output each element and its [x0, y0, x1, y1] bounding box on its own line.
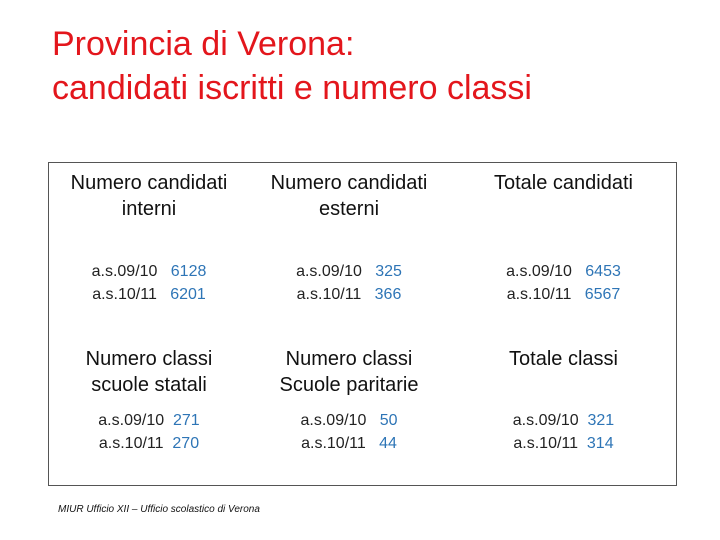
header-classi-paritarie: Numero classi Scuole paritarie — [279, 348, 419, 396]
table-row: a.s.10/11 6201 — [92, 286, 206, 303]
table-row: a.s.09/10 50 — [300, 412, 398, 429]
header-totale-classi: Totale classi — [509, 348, 618, 370]
header-candidati-interni: Numero candidati interni — [70, 172, 228, 220]
table-row: a.s.09/10 271 — [98, 412, 200, 429]
table-row: a.s.09/10 6128 — [91, 263, 207, 280]
totale-candidati-values — [449, 260, 678, 306]
data-table — [48, 162, 677, 486]
candidati-interni-values — [49, 260, 249, 306]
totale-classi-values — [449, 409, 678, 455]
classi-paritarie-values — [249, 409, 449, 455]
table-row: a.s.09/10 321 — [512, 412, 615, 429]
table-row: a.s.10/11 366 — [296, 286, 402, 303]
header-classi-statali: Numero classi scuole statali — [85, 348, 213, 396]
table-row: a.s.09/10 325 — [296, 263, 402, 280]
table-row: a.s.10/11 44 — [301, 435, 397, 452]
table-row: a.s.10/11 6567 — [506, 286, 621, 303]
candidati-esterni-values — [249, 260, 449, 306]
title-line-1: Provincia di Verona: — [52, 25, 355, 63]
table-row: a.s.10/11 314 — [513, 435, 614, 452]
page-title — [52, 22, 692, 110]
footer-source: MIUR Ufficio XII – Ufficio scolastico di Verona — [58, 504, 260, 515]
header-totale-candidati: Totale candidati — [494, 172, 633, 194]
title-line-2: candidati iscritti e numero classi — [52, 69, 532, 107]
table-row: a.s.09/10 6453 — [506, 263, 621, 280]
classi-statali-values — [49, 409, 249, 455]
header-candidati-esterni: Numero candidati esterni — [270, 172, 428, 220]
table-row: a.s.10/11 270 — [98, 435, 200, 452]
